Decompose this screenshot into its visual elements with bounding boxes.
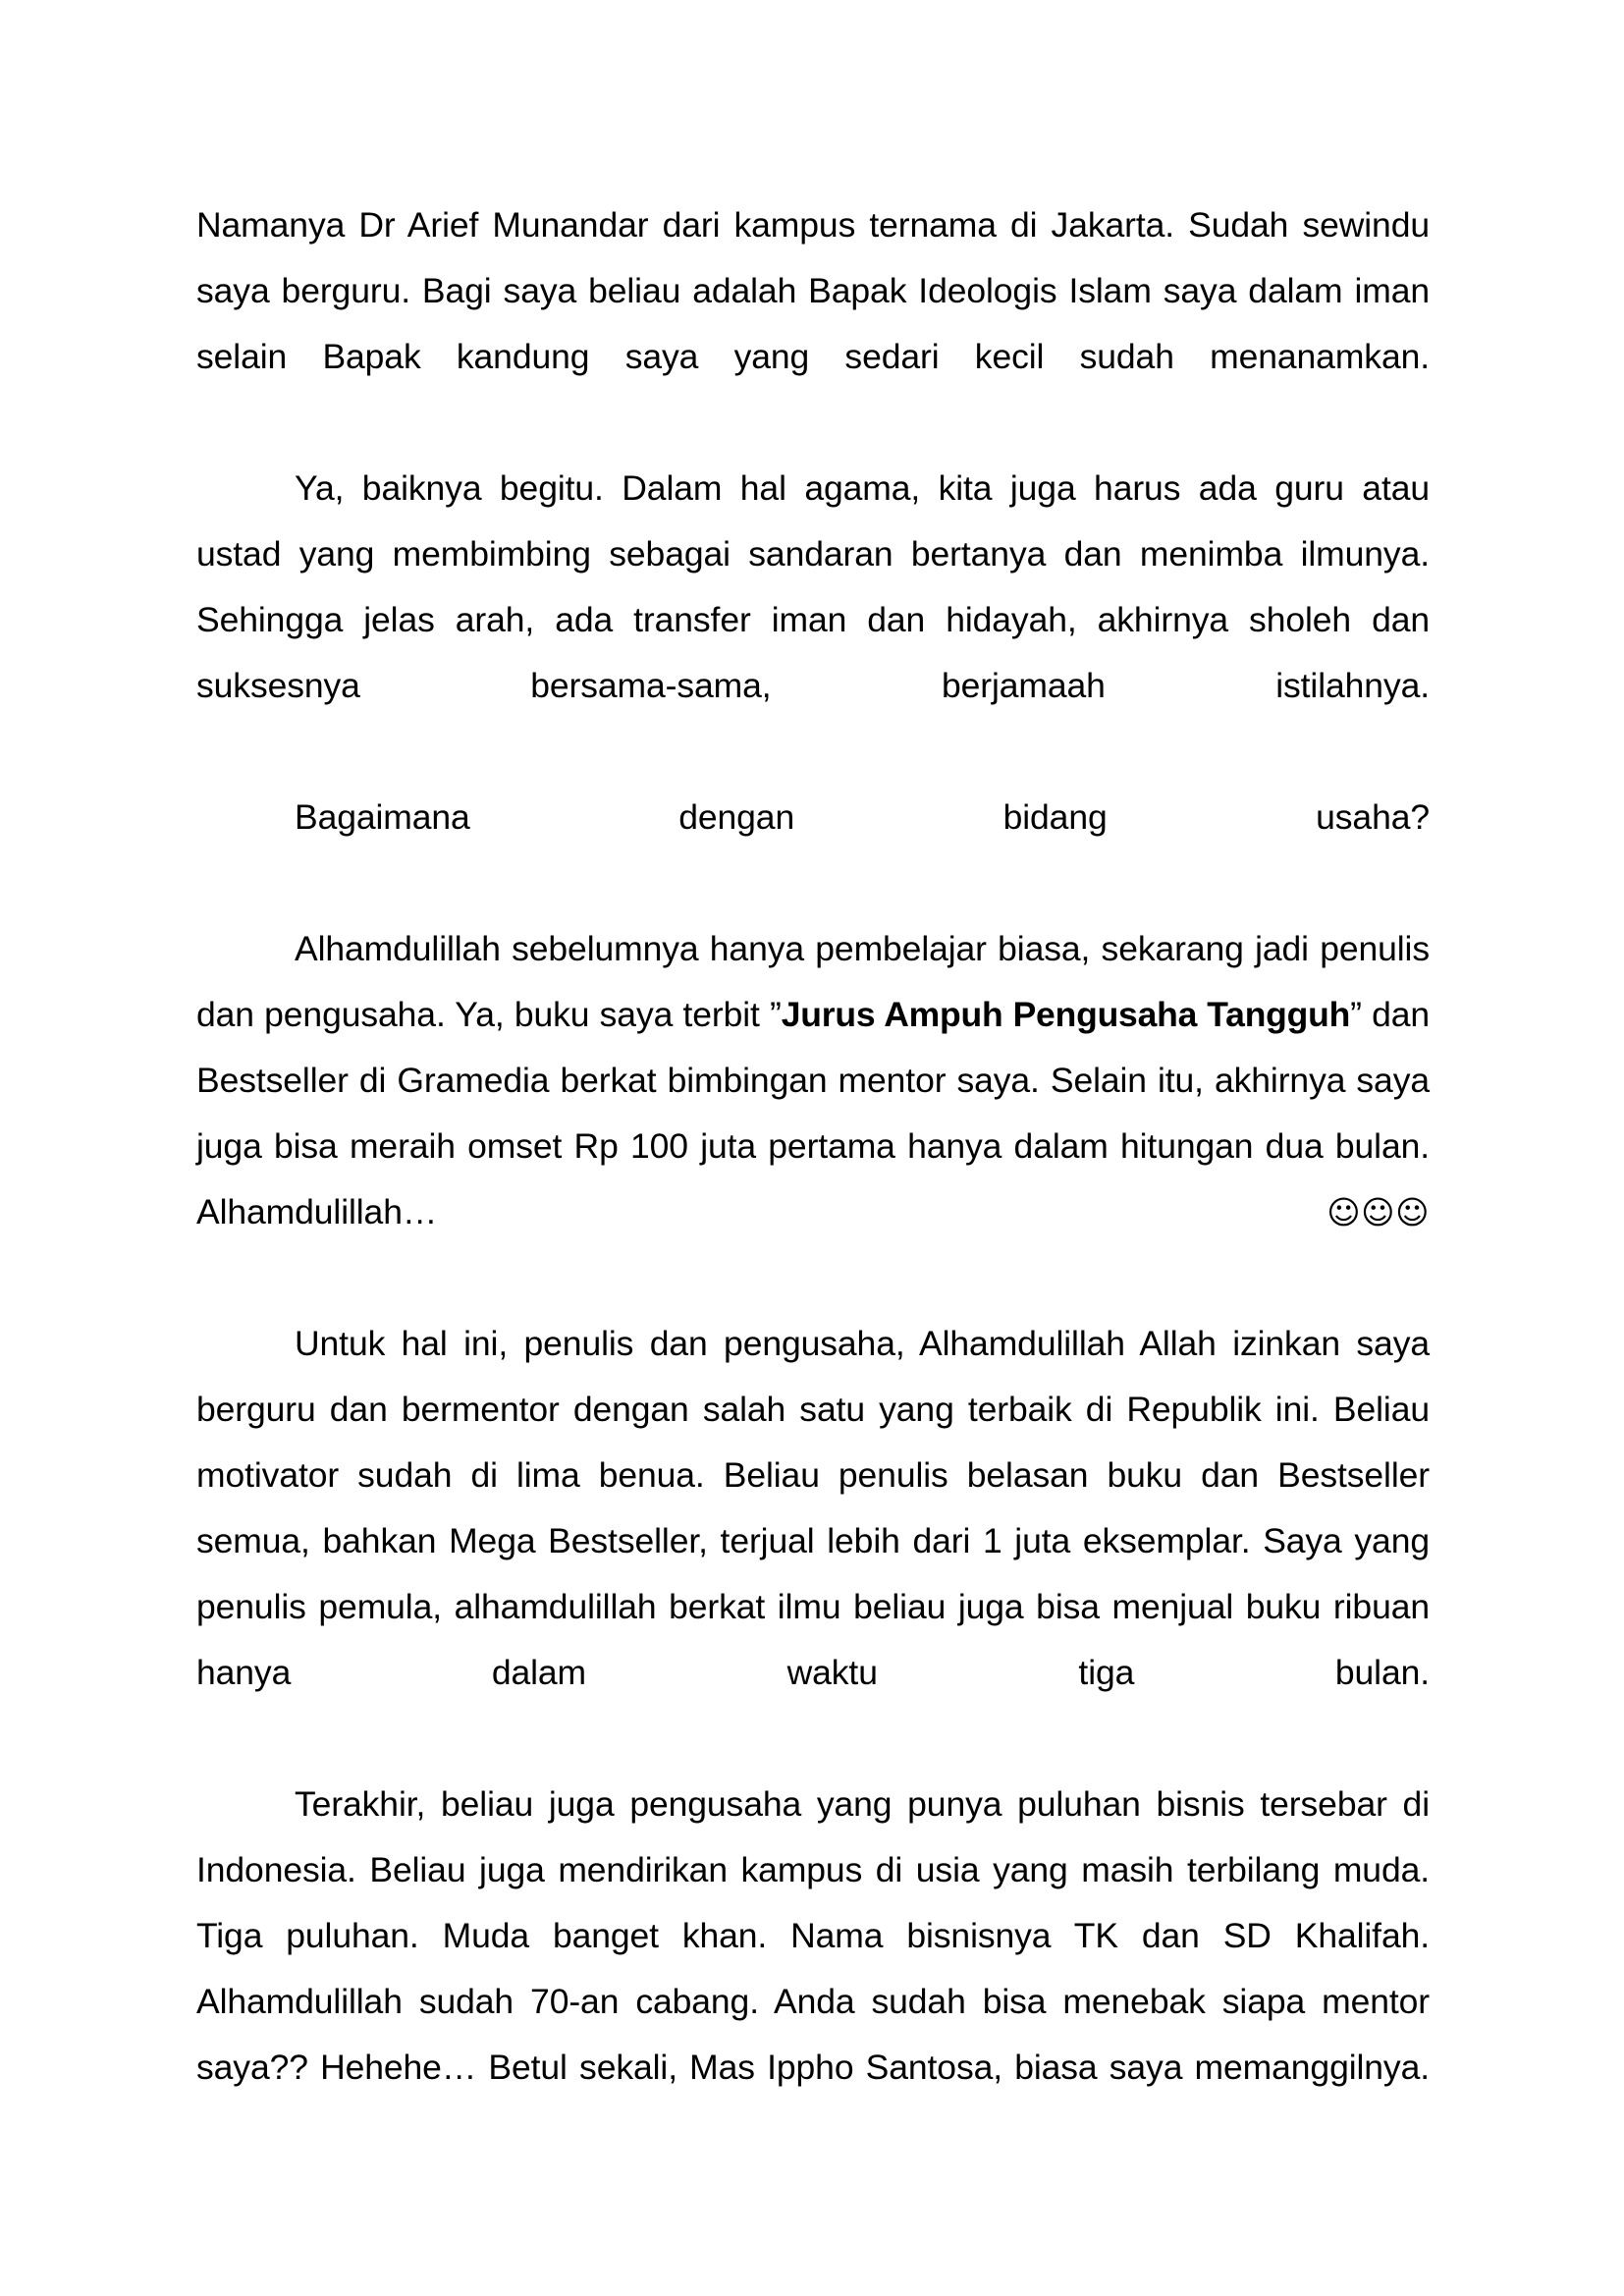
paragraph-4 — [196, 916, 1430, 1311]
body-text-block — [196, 192, 1430, 2166]
paragraph-1: Namanya Dr Arief Munandar dari kampus ternama di Jakarta. Sudah sewindu saya berguru. Bagi saya beliau adalah Bapak Ideologis Islam saya dalam iman selain Bapak kandung saya yang sedari kecil sudah menanamkan. — [196, 205, 1430, 376]
paragraph-4-tail-text: ” dan Bestseller di Gramedia berkat bimbingan mentor saya. Selain itu, akhirnya saya juga bisa meraih omset Rp 100 juta pertama hanya dalam hitungan dua bulan. Alhamdulillah… — [196, 995, 1430, 1231]
paragraph-4-lead-text: Alhamdulillah sebelumnya hanya pembelajar biasa, sekarang jadi penulis dan pengusaha. Ya, buku saya terbit ” — [196, 929, 1430, 1034]
paragraph-5: Untuk hal ini, penulis dan pengusaha, Alhamdulillah Allah izinkan saya berguru dan bermentor dengan salah satu yang terbaik di Republik ini. Beliau motivator sudah di lima benua. Beliau penulis belasan buku dan Bestseller semua, bahkan Mega Bestseller, terjual lebih dari 1 juta eksemplar. Saya yang penulis pemula, alhamdulillah berkat ilmu beliau juga bisa menjual buku ribuan hanya dalam waktu tiga bulan. — [196, 1324, 1430, 1692]
paragraph-3: Bagaimana dengan bidang usaha? — [295, 797, 1430, 837]
paragraph-6: Terakhir, beliau juga pengusaha yang punya puluhan bisnis tersebar di Indonesia. Beliau juga mendirikan kampus di usia yang masih terbilang muda. Tiga puluhan. Muda banget khan. Nama bisnisnya TK dan SD Khalifah. Alhamdulillah sudah 70-an cabang. Anda sudah bisa menebak siapa mentor saya?? Hehehe… Betul sekali, Mas Ippho Santosa, biasa saya memanggilnya. — [196, 1784, 1430, 2087]
smiley-face-icon: ☺☺☺ — [1326, 1193, 1430, 1231]
paragraph-2: Ya, baiknya begitu. Dalam hal agama, kita juga harus ada guru atau ustad yang membimbing sebagai sandaran bertanya dan menimba ilmunya. Sehingga jelas arah, ada transfer iman dan hidayah, akhirnya sholeh dan suksesnya bersama-sama, berjamaah istilahnya. — [196, 468, 1430, 705]
book-title-bold: Jurus Ampuh Pengusaha Tangguh — [781, 995, 1351, 1034]
